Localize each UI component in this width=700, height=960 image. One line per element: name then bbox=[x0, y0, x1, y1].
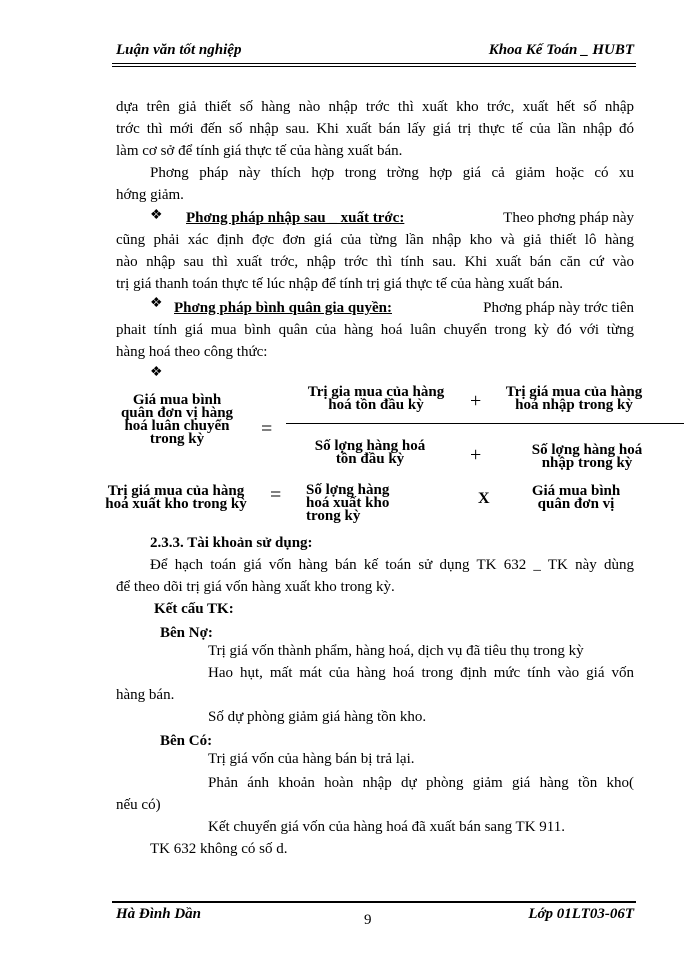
para-line: phait tính giá mua bình quân của hàng hoá luân chuyển trong kỳ đó với từng bbox=[116, 322, 634, 338]
para-line: để theo dõi trị giá vốn hàng xuất kho trong kỳ. bbox=[116, 579, 395, 595]
credit-item-cont: nếu có) bbox=[116, 797, 161, 813]
plus-sign: + bbox=[470, 444, 482, 466]
footer-right: Lớp 01LT03-06T bbox=[528, 906, 634, 922]
para-line: hớng giảm. bbox=[116, 187, 184, 203]
fraction-bar bbox=[286, 423, 684, 424]
plus-sign: + bbox=[470, 390, 482, 412]
section-heading: 2.3.3. Tài khoản sử dụng: bbox=[150, 535, 313, 551]
footer-rule bbox=[112, 901, 636, 903]
credit-item: Phản ánh khoản hoàn nhập dự phòng giảm giá hàng tồn kho( bbox=[208, 775, 634, 791]
para-line: Theo phơng pháp này bbox=[503, 210, 634, 226]
header-right: Khoa Kế Toán _ HUBT bbox=[488, 42, 634, 58]
subheading-debit: Bên Nợ: bbox=[160, 625, 213, 641]
debit-item: Hao hụt, mất mát của hàng hoá trong định mức tính vào giá vốn bbox=[208, 665, 634, 681]
bullet-icon: ❖ bbox=[150, 296, 163, 311]
para-line: Phơng pháp này trớc tiên bbox=[483, 300, 634, 316]
equals-sign: = bbox=[261, 418, 273, 440]
formula2-lhs: Trị giá mua của hàng hoá xuất kho trong kỳ bbox=[105, 483, 247, 512]
debit-item: Trị giá vốn thành phẩm, hàng hoá, dịch vụ đã tiêu thụ trong kỳ bbox=[208, 643, 584, 659]
para-line: trị giá thanh toán thực tế lúc nhập để tính trị giá thực tế của hàng xuất bán. bbox=[116, 276, 563, 292]
multiply-sign: X bbox=[478, 490, 490, 507]
denominator-opening-qty: Số lợng hàng hoá tồn đầu kỳ bbox=[314, 438, 426, 467]
closing-line: TK 632 không có số d. bbox=[150, 841, 288, 857]
header-rule bbox=[112, 63, 636, 64]
para-line: dựa trên giả thiết số hàng nào nhập trớc thì xuất kho trớc, xuất hết số nhập bbox=[116, 99, 634, 115]
debit-item-cont: hàng bán. bbox=[116, 687, 175, 703]
para-line: Phơng pháp này thích hợp trong trờng hợp giá cả giảm hoặc có xu bbox=[150, 165, 634, 181]
formula-lhs: Giá mua bình quân đơn vị hàng hoá luân chuyển trong kỳ bbox=[120, 392, 234, 447]
equals-sign: = bbox=[270, 484, 282, 506]
formula2-qty: Số lợng hàng hoá xuất kho trong kỳ bbox=[306, 482, 390, 524]
para-line: cũng phải xác định đợc đơn giá của từng lần nhập kho và giả thiết lô hàng bbox=[116, 232, 634, 248]
denominator-purchase-qty: Số lợng hàng hoá nhập trong kỳ bbox=[531, 442, 643, 471]
bullet-title: Phơng pháp bình quân gia quyền: bbox=[174, 300, 392, 316]
debit-item: Số dự phòng giảm giá hàng tồn kho. bbox=[208, 709, 427, 725]
subheading-credit: Bên Có: bbox=[160, 733, 213, 749]
para-line: Để hạch toán giá vốn hàng bán kế toán sử dụng TK 632 _ TK này dùng bbox=[150, 557, 634, 573]
para-line: nào nhập sau thì xuất trớc, nhập trớc thì tính sau. Khi xuất bán căn cứ vào bbox=[116, 254, 634, 270]
bullet-title: Phơng pháp nhập sau _ xuất trớc: bbox=[186, 210, 405, 226]
para-line: làm cơ sở để tính giá thực tế của hàng xuất bán. bbox=[116, 143, 403, 159]
header-left: Luận văn tốt nghiệp bbox=[116, 42, 242, 58]
para-line: trớc thì mới đến số nhập sau. Khi xuất bán lấy giá trị thực tế của lần nhập đó bbox=[116, 121, 634, 137]
numerator-opening-value: Trị gia mua của hàng hoá tồn đầu kỳ bbox=[307, 384, 445, 413]
credit-item: Kết chuyển giá vốn của hàng hoá đã xuất bán sang TK 911. bbox=[208, 819, 565, 835]
page-number: 9 bbox=[364, 912, 372, 928]
header-rule-2 bbox=[112, 66, 636, 67]
bullet-icon: ❖ bbox=[150, 365, 163, 380]
bullet-icon: ❖ bbox=[150, 208, 163, 223]
footer-left: Hà Đình Dần bbox=[116, 906, 202, 922]
formula2-price: Giá mua bình quân đơn vị bbox=[531, 483, 621, 512]
subheading-structure: Kết cấu TK: bbox=[154, 601, 234, 617]
credit-item: Trị giá vốn của hàng bán bị trả lại. bbox=[208, 751, 415, 767]
numerator-purchase-value: Trị giá mua của hàng hoá nhập trong kỳ bbox=[505, 384, 643, 413]
para-line: hàng hoá theo công thức: bbox=[116, 344, 268, 360]
